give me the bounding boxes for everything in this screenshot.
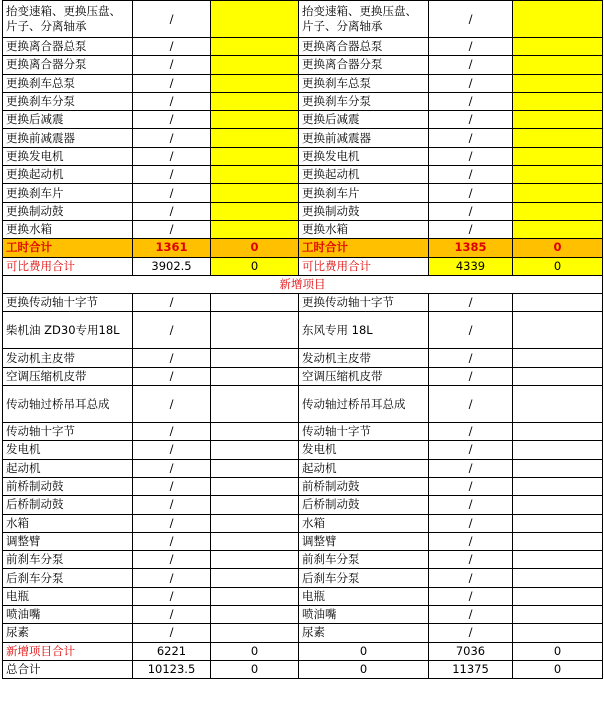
right-item-price: [513, 569, 603, 587]
table-row: [3, 56, 603, 74]
left-item-qty: /: [133, 147, 211, 165]
left-item-price: [211, 56, 299, 74]
left-item-qty: /: [133, 1, 211, 38]
new-items-section-title: 新增项目: [3, 275, 603, 293]
comparable-total-label-left: 可比费用合计: [3, 257, 133, 275]
left-item-qty: /: [133, 496, 211, 514]
table-row: [3, 587, 603, 605]
grand-total-value-left: 10123.5: [133, 660, 211, 678]
right-item-price: [513, 74, 603, 92]
table-row: [3, 1, 603, 38]
left-item-name: 更换离合器总泵: [3, 38, 133, 56]
table-row: [3, 367, 603, 385]
comparable-total-value-left: 3902.5: [133, 257, 211, 275]
table-row: [3, 477, 603, 495]
left-item-qty: /: [133, 184, 211, 202]
new-total-label: 新增项目合计: [3, 642, 133, 660]
table-row: [3, 532, 603, 550]
left-item-name: 电瓶: [3, 587, 133, 605]
right-item-price: [513, 202, 603, 220]
quotation-comparison-table: [2, 0, 603, 679]
right-item-name: 空调压缩机皮带: [299, 367, 429, 385]
right-item-name: 更换传动轴十字节: [299, 294, 429, 312]
labor-total-price-right: 0: [513, 239, 603, 257]
left-item-name: 前刹车分泵: [3, 551, 133, 569]
right-item-qty: /: [429, 367, 513, 385]
table-row: [3, 441, 603, 459]
left-item-name: 更换起动机: [3, 166, 133, 184]
right-item-qty: /: [429, 56, 513, 74]
left-item-price: [211, 367, 299, 385]
grand-total-row: [3, 660, 603, 678]
left-item-qty: /: [133, 587, 211, 605]
left-item-name: 更换刹车总泵: [3, 74, 133, 92]
right-item-qty: /: [429, 606, 513, 624]
left-item-name: 更换刹车分泵: [3, 92, 133, 110]
new-items-section: [3, 294, 603, 642]
right-item-price: [513, 514, 603, 532]
new-total-mid-value: 0: [299, 642, 429, 660]
left-item-qty: /: [133, 220, 211, 238]
right-item-name: 抬变速箱、更换压盘、片子、分离轴承: [299, 1, 429, 38]
right-item-name: 喷油嘴: [299, 606, 429, 624]
left-item-qty: /: [133, 367, 211, 385]
right-item-price: [513, 532, 603, 550]
left-item-price: [211, 386, 299, 423]
grand-total-mid-value: 0: [299, 660, 429, 678]
right-item-qty: /: [429, 587, 513, 605]
right-item-name: 后桥制动鼓: [299, 496, 429, 514]
right-item-price: [513, 294, 603, 312]
right-item-qty: /: [429, 624, 513, 642]
right-item-price: [513, 624, 603, 642]
right-item-qty: /: [429, 1, 513, 38]
left-item-price: [211, 166, 299, 184]
table-row: [3, 569, 603, 587]
right-item-price: [513, 184, 603, 202]
grand-total-label: 总合计: [3, 660, 133, 678]
table-row: [3, 496, 603, 514]
grand-total-value-right: 11375: [429, 660, 513, 678]
table-row: [3, 459, 603, 477]
right-item-qty: /: [429, 532, 513, 550]
right-item-name: 更换后减震: [299, 111, 429, 129]
left-item-price: [211, 184, 299, 202]
left-item-qty: /: [133, 312, 211, 349]
left-item-name: 喷油嘴: [3, 606, 133, 624]
table-row: [3, 111, 603, 129]
left-item-qty: /: [133, 624, 211, 642]
left-item-name: 抬变速箱、更换压盘、片子、分离轴承: [3, 1, 133, 38]
left-item-price: [211, 312, 299, 349]
left-item-name: 调整臂: [3, 532, 133, 550]
table-row: [3, 129, 603, 147]
right-item-qty: /: [429, 386, 513, 423]
comparable-total-value-right: 4339: [429, 257, 513, 275]
right-item-name: 更换离合器分泵: [299, 56, 429, 74]
left-item-price: [211, 587, 299, 605]
left-item-qty: /: [133, 92, 211, 110]
right-item-price: [513, 459, 603, 477]
left-item-price: [211, 496, 299, 514]
left-item-price: [211, 129, 299, 147]
left-item-qty: /: [133, 111, 211, 129]
new-total-price-left: 0: [211, 642, 299, 660]
right-item-price: [513, 166, 603, 184]
labor-total-label-left: 工时合计: [3, 239, 133, 257]
right-item-name: 起动机: [299, 459, 429, 477]
left-item-name: 后刹车分泵: [3, 569, 133, 587]
left-item-qty: /: [133, 477, 211, 495]
right-item-price: [513, 606, 603, 624]
new-items-total-row: [3, 642, 603, 660]
right-item-name: 更换刹车分泵: [299, 92, 429, 110]
left-item-name: 尿素: [3, 624, 133, 642]
right-item-price: [513, 441, 603, 459]
right-item-name: 更换刹车片: [299, 184, 429, 202]
right-item-price: [513, 551, 603, 569]
left-item-qty: /: [133, 514, 211, 532]
right-item-price: [513, 92, 603, 110]
left-item-qty: /: [133, 166, 211, 184]
left-item-price: [211, 459, 299, 477]
right-item-price: [513, 367, 603, 385]
right-item-name: 更换前减震器: [299, 129, 429, 147]
right-item-name: 更换制动鼓: [299, 202, 429, 220]
right-item-qty: /: [429, 202, 513, 220]
new-total-value-left: 6221: [133, 642, 211, 660]
section-header-row: [3, 275, 603, 293]
left-item-price: [211, 38, 299, 56]
right-item-qty: /: [429, 441, 513, 459]
right-item-qty: /: [429, 496, 513, 514]
left-item-price: [211, 441, 299, 459]
left-item-price: [211, 532, 299, 550]
right-item-qty: /: [429, 111, 513, 129]
new-total-price-right: 0: [513, 642, 603, 660]
left-item-price: [211, 74, 299, 92]
left-item-name: 起动机: [3, 459, 133, 477]
right-item-name: 电瓶: [299, 587, 429, 605]
left-item-name: 后桥制动鼓: [3, 496, 133, 514]
left-item-price: [211, 202, 299, 220]
left-item-price: [211, 220, 299, 238]
right-item-name: 发电机: [299, 441, 429, 459]
right-item-qty: /: [429, 569, 513, 587]
right-item-name: 调整臂: [299, 532, 429, 550]
left-item-qty: /: [133, 606, 211, 624]
right-item-name: 更换发电机: [299, 147, 429, 165]
right-item-price: [513, 423, 603, 441]
labor-total-label-right: 工时合计: [299, 239, 429, 257]
right-item-name: 后刹车分泵: [299, 569, 429, 587]
left-item-name: 更换水箱: [3, 220, 133, 238]
right-item-name: 更换离合器总泵: [299, 38, 429, 56]
left-item-name: 空调压缩机皮带: [3, 367, 133, 385]
left-item-name: 更换后减震: [3, 111, 133, 129]
left-item-name: 传动轴十字节: [3, 423, 133, 441]
comparable-total-price-right: 0: [513, 257, 603, 275]
right-item-price: [513, 147, 603, 165]
labor-total-value-left: 1361: [133, 239, 211, 257]
right-item-qty: /: [429, 349, 513, 367]
right-item-price: [513, 1, 603, 38]
left-item-price: [211, 111, 299, 129]
table-row: [3, 220, 603, 238]
right-item-name: 传动轴过桥吊耳总成: [299, 386, 429, 423]
table-row: [3, 166, 603, 184]
left-item-qty: /: [133, 129, 211, 147]
right-item-qty: /: [429, 220, 513, 238]
left-item-price: [211, 147, 299, 165]
left-item-name: 更换离合器分泵: [3, 56, 133, 74]
right-item-qty: /: [429, 477, 513, 495]
left-item-name: 前桥制动鼓: [3, 477, 133, 495]
left-item-name: 传动轴过桥吊耳总成: [3, 386, 133, 423]
right-item-qty: /: [429, 129, 513, 147]
right-item-qty: /: [429, 459, 513, 477]
right-item-qty: /: [429, 551, 513, 569]
table-row: [3, 349, 603, 367]
left-item-qty: /: [133, 38, 211, 56]
comparable-total-label-right: 可比费用合计: [299, 257, 429, 275]
right-item-qty: /: [429, 92, 513, 110]
right-item-qty: /: [429, 74, 513, 92]
right-item-qty: /: [429, 184, 513, 202]
table-row: [3, 74, 603, 92]
right-item-price: [513, 220, 603, 238]
right-item-name: 前桥制动鼓: [299, 477, 429, 495]
grand-total-price-left: 0: [211, 660, 299, 678]
left-item-qty: /: [133, 423, 211, 441]
table-row: [3, 624, 603, 642]
left-item-price: [211, 294, 299, 312]
left-item-qty: /: [133, 459, 211, 477]
left-item-name: 更换制动鼓: [3, 202, 133, 220]
right-item-name: 更换起动机: [299, 166, 429, 184]
right-item-qty: /: [429, 38, 513, 56]
right-item-qty: /: [429, 423, 513, 441]
table-row: [3, 514, 603, 532]
left-item-price: [211, 606, 299, 624]
summary-section: [3, 239, 603, 294]
left-item-price: [211, 477, 299, 495]
right-item-price: [513, 129, 603, 147]
left-item-name: 水箱: [3, 514, 133, 532]
left-item-qty: /: [133, 202, 211, 220]
right-item-qty: /: [429, 294, 513, 312]
left-item-name: 更换前减震器: [3, 129, 133, 147]
left-item-qty: /: [133, 441, 211, 459]
table-row: [3, 386, 603, 423]
table-row: [3, 184, 603, 202]
left-item-name: 更换发电机: [3, 147, 133, 165]
table-row: [3, 202, 603, 220]
right-item-price: [513, 496, 603, 514]
comparable-total-price-left: 0: [211, 257, 299, 275]
left-item-price: [211, 423, 299, 441]
right-item-price: [513, 477, 603, 495]
table-row: [3, 423, 603, 441]
table-row: [3, 551, 603, 569]
table-row: [3, 294, 603, 312]
right-item-price: [513, 312, 603, 349]
right-item-price: [513, 38, 603, 56]
right-item-name: 发动机主皮带: [299, 349, 429, 367]
right-item-name: 东风专用 18L: [299, 312, 429, 349]
left-item-price: [211, 92, 299, 110]
left-item-name: 柴机油 ZD30专用18L: [3, 312, 133, 349]
labor-total-row: [3, 239, 603, 257]
right-item-name: 尿素: [299, 624, 429, 642]
right-item-name: 更换刹车总泵: [299, 74, 429, 92]
left-item-qty: /: [133, 74, 211, 92]
left-item-price: [211, 1, 299, 38]
comparable-total-row: [3, 257, 603, 275]
left-item-price: [211, 349, 299, 367]
left-item-price: [211, 551, 299, 569]
right-item-name: 水箱: [299, 514, 429, 532]
labor-total-price-left: 0: [211, 239, 299, 257]
table-row: [3, 92, 603, 110]
table-row: [3, 38, 603, 56]
right-item-name: 更换水箱: [299, 220, 429, 238]
right-item-price: [513, 111, 603, 129]
left-item-name: 发动机主皮带: [3, 349, 133, 367]
right-item-price: [513, 56, 603, 74]
repair-items-section: [3, 1, 603, 239]
table-row: [3, 312, 603, 349]
left-item-qty: /: [133, 349, 211, 367]
left-item-qty: /: [133, 532, 211, 550]
left-item-name: 发电机: [3, 441, 133, 459]
labor-total-value-right: 1385: [429, 239, 513, 257]
left-item-price: [211, 569, 299, 587]
right-item-qty: /: [429, 166, 513, 184]
left-item-name: 更换刹车片: [3, 184, 133, 202]
right-item-qty: /: [429, 514, 513, 532]
table-row: [3, 606, 603, 624]
left-item-price: [211, 514, 299, 532]
left-item-qty: /: [133, 386, 211, 423]
right-item-price: [513, 386, 603, 423]
right-item-name: 前刹车分泵: [299, 551, 429, 569]
table-row: [3, 147, 603, 165]
new-total-value-right: 7036: [429, 642, 513, 660]
left-item-qty: /: [133, 294, 211, 312]
right-item-price: [513, 349, 603, 367]
left-item-qty: /: [133, 56, 211, 74]
right-item-qty: /: [429, 147, 513, 165]
right-item-price: [513, 587, 603, 605]
totals-section: [3, 642, 603, 679]
left-item-qty: /: [133, 551, 211, 569]
right-item-name: 传动轴十字节: [299, 423, 429, 441]
left-item-price: [211, 624, 299, 642]
grand-total-price-right: 0: [513, 660, 603, 678]
right-item-qty: /: [429, 312, 513, 349]
left-item-qty: /: [133, 569, 211, 587]
left-item-name: 更换传动轴十字节: [3, 294, 133, 312]
